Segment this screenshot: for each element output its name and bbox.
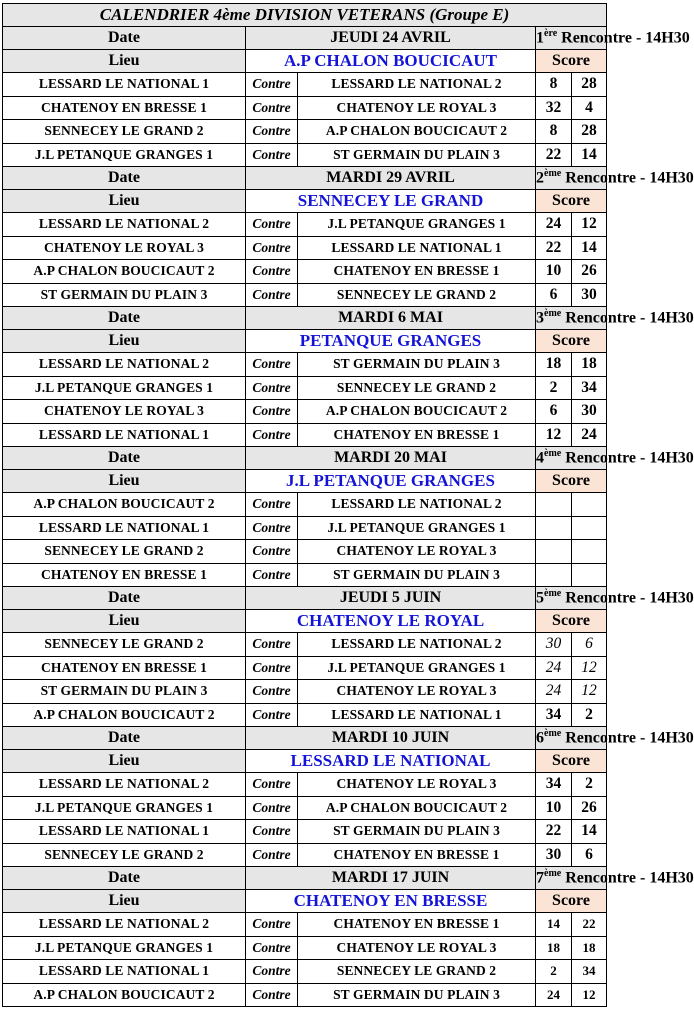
round-date-row [3, 27, 607, 50]
match-row [3, 563, 607, 587]
date-label: Date [3, 587, 246, 610]
round-date-row [3, 867, 607, 890]
venue-name: CHATENOY EN BRESSE [246, 890, 536, 913]
date-label: Date [3, 447, 246, 470]
round-rencontre [536, 587, 694, 610]
home-team: J.L PETANQUE GRANGES 1 [3, 796, 246, 820]
score-header: Score [536, 890, 607, 913]
home-team: SENNECEY LE GRAND 2 [3, 843, 246, 867]
away-score: 26 [572, 260, 607, 284]
home-score [536, 516, 572, 540]
match-row [3, 400, 607, 424]
match-row [3, 796, 607, 820]
rencontre-ordinal: ème [544, 168, 562, 180]
match-row [3, 213, 607, 237]
away-team: CHATENOY LE ROYAL 3 [298, 96, 536, 120]
match-row [3, 120, 607, 144]
lieu-label: Lieu [3, 610, 246, 633]
contre-label: Contre [246, 656, 298, 680]
match-row [3, 843, 607, 867]
home-score: 8 [536, 73, 572, 97]
round-date-row [3, 167, 607, 190]
score-header: Score [536, 50, 607, 73]
home-score: 30 [536, 633, 572, 657]
home-team: LESSARD LE NATIONAL 2 [3, 773, 246, 797]
away-score: 2 [572, 703, 607, 727]
away-score: 34 [572, 376, 607, 400]
away-team: J.L PETANQUE GRANGES 1 [298, 656, 536, 680]
home-score: 22 [536, 820, 572, 844]
away-score: 28 [572, 73, 607, 97]
date-label: Date [3, 727, 246, 750]
rencontre-ordinal: ème [544, 448, 562, 460]
home-team: LESSARD LE NATIONAL 2 [3, 353, 246, 377]
match-row [3, 913, 607, 937]
rencontre-text: Rencontre - 14H30 [561, 169, 694, 187]
match-row [3, 656, 607, 680]
away-score: 30 [572, 400, 607, 424]
away-team: ST GERMAIN DU PLAIN 3 [298, 563, 536, 587]
round-venue-row [3, 50, 607, 73]
round-venue-row [3, 750, 607, 773]
away-team: CHATENOY LE ROYAL 3 [298, 936, 536, 960]
lieu-label: Lieu [3, 50, 246, 73]
match-row [3, 236, 607, 260]
contre-label: Contre [246, 773, 298, 797]
home-team: ST GERMAIN DU PLAIN 3 [3, 680, 246, 704]
away-score: 6 [572, 633, 607, 657]
calendar-table [2, 3, 694, 1007]
round-date: MARDI 6 MAI [246, 307, 536, 330]
round-date-row [3, 727, 607, 750]
match-row [3, 820, 607, 844]
venue-name: J.L PETANQUE GRANGES [246, 470, 536, 493]
contre-label: Contre [246, 820, 298, 844]
lieu-label: Lieu [3, 750, 246, 773]
match-row [3, 773, 607, 797]
home-score: 6 [536, 400, 572, 424]
round-date: MARDI 29 AVRIL [246, 167, 536, 190]
round-venue-row [3, 890, 607, 913]
home-score: 14 [536, 913, 572, 937]
match-row [3, 493, 607, 517]
rencontre-number: 5 [536, 589, 544, 607]
away-team: CHATENOY EN BRESSE 1 [298, 423, 536, 447]
home-score: 24 [536, 983, 572, 1007]
home-team: LESSARD LE NATIONAL 1 [3, 960, 246, 984]
score-header: Score [536, 610, 607, 633]
away-team: CHATENOY LE ROYAL 3 [298, 540, 536, 564]
home-team: SENNECEY LE GRAND 2 [3, 540, 246, 564]
round-venue-row [3, 330, 607, 353]
away-team: CHATENOY EN BRESSE 1 [298, 913, 536, 937]
rencontre-number: 2 [536, 169, 544, 187]
round-date: JEUDI 24 AVRIL [246, 27, 536, 50]
date-label: Date [3, 867, 246, 890]
rencontre-number: 4 [536, 449, 544, 467]
home-score: 18 [536, 936, 572, 960]
title-row [3, 4, 607, 27]
home-team: A.P CHALON BOUCICAUT 2 [3, 493, 246, 517]
contre-label: Contre [246, 213, 298, 237]
home-team: LESSARD LE NATIONAL 1 [3, 423, 246, 447]
lieu-label: Lieu [3, 330, 246, 353]
home-score: 12 [536, 423, 572, 447]
match-row [3, 680, 607, 704]
round-date-row [3, 307, 607, 330]
rencontre-text: Rencontre - 14H30 [557, 29, 690, 47]
contre-label: Contre [246, 913, 298, 937]
rencontre-number: 7 [536, 869, 544, 887]
round-rencontre [536, 167, 694, 190]
home-score: 8 [536, 120, 572, 144]
match-row [3, 73, 607, 97]
home-team: ST GERMAIN DU PLAIN 3 [3, 283, 246, 307]
home-score: 22 [536, 143, 572, 167]
contre-label: Contre [246, 563, 298, 587]
home-team: CHATENOY LE ROYAL 3 [3, 236, 246, 260]
away-score: 26 [572, 796, 607, 820]
match-row [3, 960, 607, 984]
home-score: 10 [536, 260, 572, 284]
home-score: 24 [536, 656, 572, 680]
away-team: ST GERMAIN DU PLAIN 3 [298, 353, 536, 377]
round-date-row [3, 587, 607, 610]
rencontre-text: Rencontre - 14H30 [561, 729, 694, 747]
contre-label: Contre [246, 680, 298, 704]
away-team: CHATENOY LE ROYAL 3 [298, 773, 536, 797]
contre-label: Contre [246, 983, 298, 1007]
home-score: 30 [536, 843, 572, 867]
contre-label: Contre [246, 143, 298, 167]
rencontre-number: 1 [536, 29, 544, 47]
rencontre-text: Rencontre - 14H30 [561, 869, 694, 887]
venue-name: LESSARD LE NATIONAL [246, 750, 536, 773]
lieu-label: Lieu [3, 190, 246, 213]
contre-label: Contre [246, 843, 298, 867]
match-row [3, 283, 607, 307]
round-date: MARDI 10 JUIN [246, 727, 536, 750]
contre-label: Contre [246, 423, 298, 447]
contre-label: Contre [246, 516, 298, 540]
home-team: J.L PETANQUE GRANGES 1 [3, 936, 246, 960]
match-row [3, 703, 607, 727]
home-score [536, 540, 572, 564]
away-score: 4 [572, 96, 607, 120]
match-row [3, 983, 607, 1007]
round-rencontre [536, 867, 694, 890]
home-team: LESSARD LE NATIONAL 1 [3, 820, 246, 844]
date-label: Date [3, 27, 246, 50]
away-team: A.P CHALON BOUCICAUT 2 [298, 796, 536, 820]
rencontre-number: 3 [536, 309, 544, 327]
away-score: 12 [572, 680, 607, 704]
rencontre-ordinal: ème [544, 588, 562, 600]
score-header: Score [536, 190, 607, 213]
home-team: CHATENOY EN BRESSE 1 [3, 656, 246, 680]
away-team: CHATENOY LE ROYAL 3 [298, 680, 536, 704]
rencontre-ordinal: ème [544, 868, 562, 880]
home-team: CHATENOY EN BRESSE 1 [3, 563, 246, 587]
contre-label: Contre [246, 493, 298, 517]
away-score: 18 [572, 936, 607, 960]
match-row [3, 96, 607, 120]
round-venue-row [3, 470, 607, 493]
round-date-row [3, 447, 607, 470]
home-score: 34 [536, 773, 572, 797]
lieu-label: Lieu [3, 470, 246, 493]
home-team: CHATENOY EN BRESSE 1 [3, 96, 246, 120]
away-team: ST GERMAIN DU PLAIN 3 [298, 820, 536, 844]
rencontre-text: Rencontre - 14H30 [561, 309, 694, 327]
home-team: J.L PETANQUE GRANGES 1 [3, 143, 246, 167]
away-score: 18 [572, 353, 607, 377]
round-venue-row [3, 190, 607, 213]
home-score [536, 493, 572, 517]
venue-name: A.P CHALON BOUCICAUT [246, 50, 536, 73]
away-team: LESSARD LE NATIONAL 1 [298, 236, 536, 260]
match-row [3, 260, 607, 284]
away-score: 24 [572, 423, 607, 447]
away-score: 22 [572, 913, 607, 937]
home-score: 24 [536, 213, 572, 237]
away-score: 14 [572, 820, 607, 844]
away-score: 6 [572, 843, 607, 867]
home-team: J.L PETANQUE GRANGES 1 [3, 376, 246, 400]
away-team: A.P CHALON BOUCICAUT 2 [298, 400, 536, 424]
home-team: A.P CHALON BOUCICAUT 2 [3, 260, 246, 284]
away-team: J.L PETANQUE GRANGES 1 [298, 516, 536, 540]
round-rencontre [536, 727, 694, 750]
away-team: A.P CHALON BOUCICAUT 2 [298, 120, 536, 144]
rencontre-number: 6 [536, 729, 544, 747]
away-team: LESSARD LE NATIONAL 1 [298, 703, 536, 727]
contre-label: Contre [246, 703, 298, 727]
away-score [572, 516, 607, 540]
home-score: 10 [536, 796, 572, 820]
home-team: CHATENOY LE ROYAL 3 [3, 400, 246, 424]
rencontre-text: Rencontre - 14H30 [561, 449, 694, 467]
contre-label: Contre [246, 400, 298, 424]
round-rencontre [536, 307, 694, 330]
round-venue-row [3, 610, 607, 633]
match-row [3, 423, 607, 447]
match-row [3, 540, 607, 564]
away-score [572, 563, 607, 587]
contre-label: Contre [246, 260, 298, 284]
contre-label: Contre [246, 353, 298, 377]
home-score: 18 [536, 353, 572, 377]
score-header: Score [536, 750, 607, 773]
home-score: 32 [536, 96, 572, 120]
contre-label: Contre [246, 936, 298, 960]
round-date: JEUDI 5 JUIN [246, 587, 536, 610]
home-team: SENNECEY LE GRAND 2 [3, 120, 246, 144]
home-score: 22 [536, 236, 572, 260]
rencontre-ordinal: ème [544, 728, 562, 740]
away-team: CHATENOY EN BRESSE 1 [298, 843, 536, 867]
match-row [3, 516, 607, 540]
lieu-label: Lieu [3, 890, 246, 913]
contre-label: Contre [246, 236, 298, 260]
away-team: SENNECEY LE GRAND 2 [298, 283, 536, 307]
match-row [3, 353, 607, 377]
away-score: 28 [572, 120, 607, 144]
match-row [3, 633, 607, 657]
home-team: LESSARD LE NATIONAL 1 [3, 73, 246, 97]
contre-label: Contre [246, 96, 298, 120]
contre-label: Contre [246, 120, 298, 144]
date-label: Date [3, 167, 246, 190]
rencontre-text: Rencontre - 14H30 [561, 589, 694, 607]
round-rencontre [536, 27, 690, 50]
calendar-title: CALENDRIER 4ème DIVISION VETERANS (Groupe E) [3, 4, 607, 27]
away-score: 14 [572, 143, 607, 167]
home-score: 34 [536, 703, 572, 727]
home-team: LESSARD LE NATIONAL 2 [3, 913, 246, 937]
match-row [3, 936, 607, 960]
away-team: J.L PETANQUE GRANGES 1 [298, 213, 536, 237]
home-team: LESSARD LE NATIONAL 1 [3, 516, 246, 540]
venue-name: CHATENOY LE ROYAL [246, 610, 536, 633]
away-team: LESSARD LE NATIONAL 2 [298, 493, 536, 517]
match-row [3, 376, 607, 400]
away-score: 12 [572, 213, 607, 237]
contre-label: Contre [246, 960, 298, 984]
home-team: A.P CHALON BOUCICAUT 2 [3, 703, 246, 727]
rencontre-ordinal: ère [544, 28, 558, 40]
away-team: SENNECEY LE GRAND 2 [298, 960, 536, 984]
away-team: LESSARD LE NATIONAL 2 [298, 633, 536, 657]
rencontre-ordinal: ème [544, 308, 562, 320]
contre-label: Contre [246, 283, 298, 307]
venue-name: SENNECEY LE GRAND [246, 190, 536, 213]
home-score: 2 [536, 960, 572, 984]
home-team: LESSARD LE NATIONAL 2 [3, 213, 246, 237]
home-score: 6 [536, 283, 572, 307]
score-header: Score [536, 330, 607, 353]
home-score: 24 [536, 680, 572, 704]
away-score [572, 493, 607, 517]
away-team: CHATENOY EN BRESSE 1 [298, 260, 536, 284]
contre-label: Contre [246, 796, 298, 820]
contre-label: Contre [246, 540, 298, 564]
contre-label: Contre [246, 376, 298, 400]
away-score: 34 [572, 960, 607, 984]
match-row [3, 143, 607, 167]
away-score [572, 540, 607, 564]
round-date: MARDI 20 MAI [246, 447, 536, 470]
away-score: 12 [572, 656, 607, 680]
away-score: 12 [572, 983, 607, 1007]
away-score: 2 [572, 773, 607, 797]
score-header: Score [536, 470, 607, 493]
home-team: SENNECEY LE GRAND 2 [3, 633, 246, 657]
away-team: LESSARD LE NATIONAL 2 [298, 73, 536, 97]
contre-label: Contre [246, 73, 298, 97]
round-date: MARDI 17 JUIN [246, 867, 536, 890]
round-rencontre [536, 447, 694, 470]
away-team: ST GERMAIN DU PLAIN 3 [298, 983, 536, 1007]
away-score: 30 [572, 283, 607, 307]
home-score [536, 563, 572, 587]
away-team: SENNECEY LE GRAND 2 [298, 376, 536, 400]
home-team: A.P CHALON BOUCICAUT 2 [3, 983, 246, 1007]
away-score: 14 [572, 236, 607, 260]
home-score: 2 [536, 376, 572, 400]
venue-name: PETANQUE GRANGES [246, 330, 536, 353]
contre-label: Contre [246, 633, 298, 657]
away-team: ST GERMAIN DU PLAIN 3 [298, 143, 536, 167]
date-label: Date [3, 307, 246, 330]
